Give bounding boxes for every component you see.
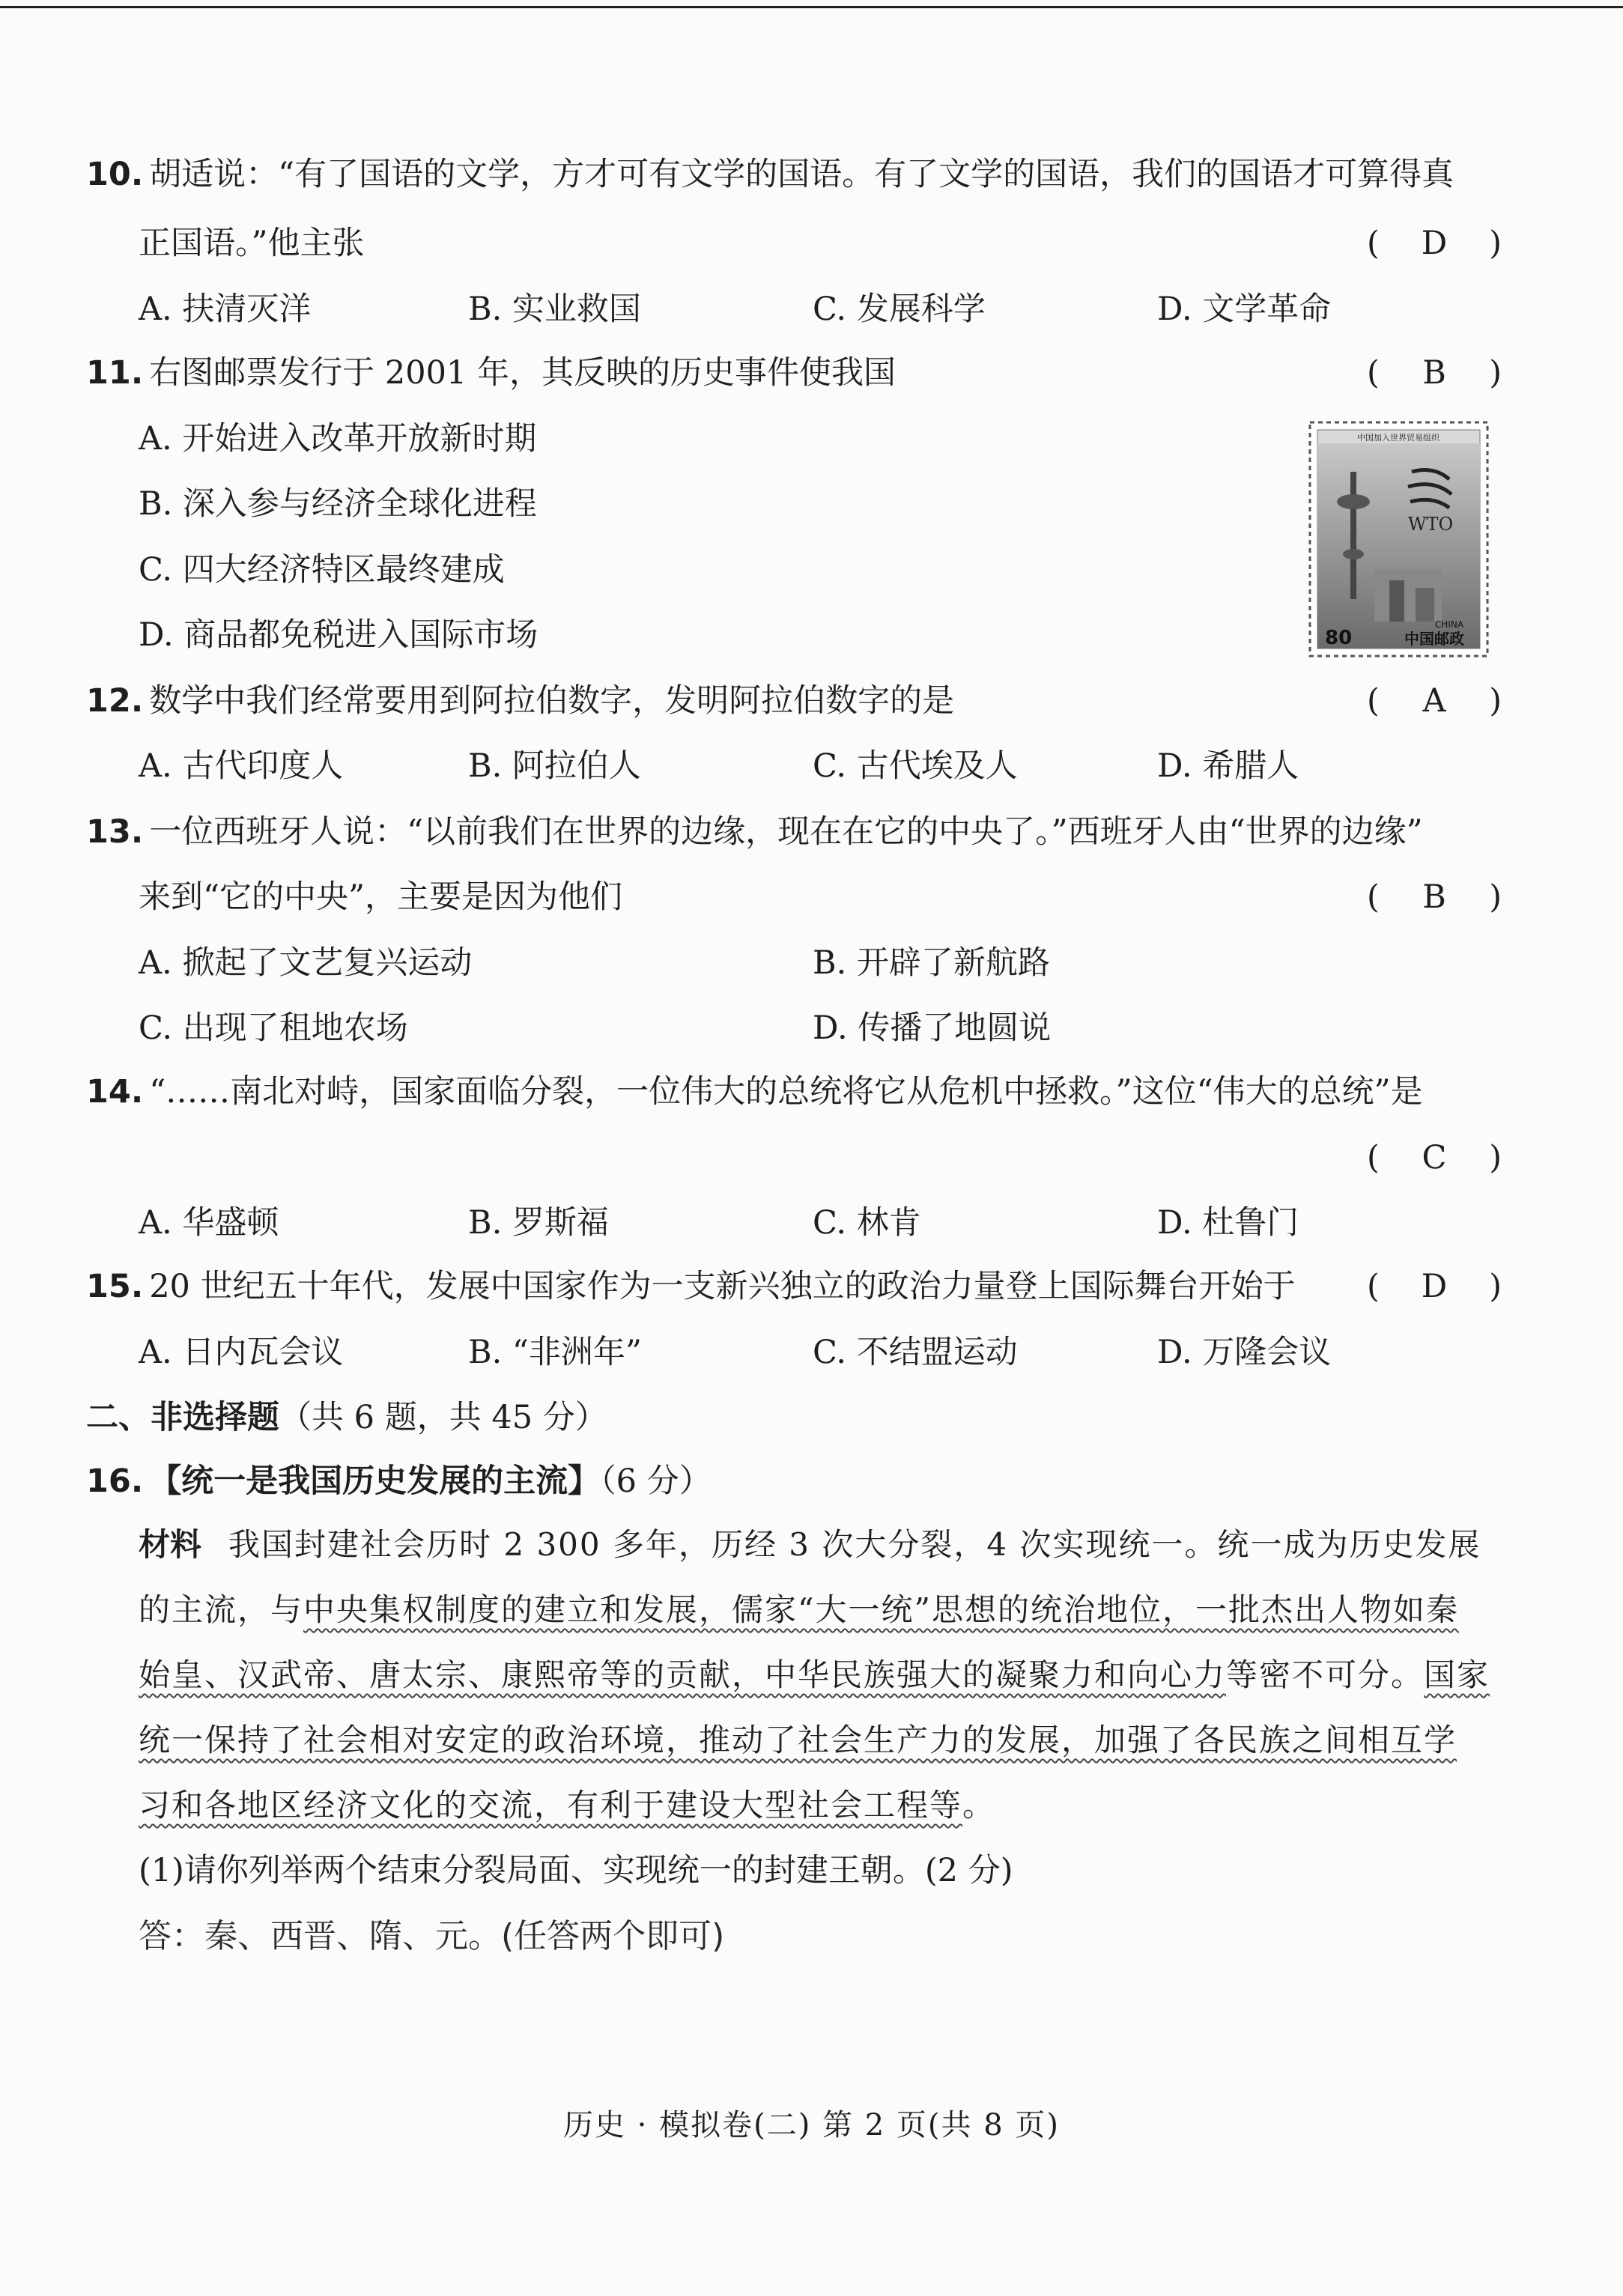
q12-option-a: A. 古代印度人 [139,747,344,785]
handwritten-underline: 中央集权制度的建立和发展，儒家“大一统”思想的统治地位，一批杰出人物如秦 [303,1591,1459,1628]
q11-number: 11. [86,354,144,392]
q12-option-d: D. 希腊人 [1157,747,1299,785]
q10-option-c: C. 发展科学 [813,291,986,328]
q13-number: 13. [86,813,144,851]
material-line4 [139,1719,1457,1761]
q14-stem: 14. “……南北对峙，国家面临分裂，一位伟大的总统将它从危机中拯救。”这位“伟大的总统”是 [86,1073,1423,1111]
wto-stamp-image [1307,419,1490,659]
q15-number: 15. [86,1268,144,1305]
material-line5: 习和各地区经济文化的交流，有利于建设大型社会工程等。 [139,1787,996,1823]
q15-option-b: B. “非洲年” [468,1334,642,1371]
q11-option-c: C. 四大经济特区最终建成 [139,551,505,589]
q10-option-d: D. 文学革命 [1157,291,1332,328]
q14-option-b: B. 罗斯福 [468,1204,609,1242]
q14-answer-bracket: ( C ) [1367,1137,1502,1179]
material-line2: 的主流，与中央集权制度的建立和发展，儒家“大一统”思想的统治地位，一批杰出人物如秦 [139,1591,1459,1628]
stamp-value: 80 [1325,627,1353,649]
q13-answer-bracket: ( B ) [1367,876,1502,918]
q11-option-a: A. 开始进入改革开放新时期 [139,420,537,458]
material-line1: 材料 我国封建社会历时 2 300 多年，历经 3 次大分裂，4 次实现统一。统一成为历史发展 [139,1526,1481,1563]
q15-answer: D [1421,1268,1448,1305]
stamp-logo-text: WTO [1407,514,1454,535]
q11-answer-bracket: ( B ) [1367,352,1502,394]
handwritten-underline: 国家 [1424,1656,1490,1693]
q14-option-d: D. 杜鲁门 [1157,1204,1299,1242]
q13-option-b: B. 开辟了新航路 [813,944,1050,982]
q16-answer-1: 答：秦、西晋、隋、元。(任答两个即可) [139,1917,725,1955]
q10-option-b: B. 实业救国 [468,291,641,328]
q11-answer: B [1422,354,1446,392]
q14-option-a: A. 华盛顿 [139,1204,279,1242]
q10-answer-bracket: ( D ) [1367,222,1502,264]
q13-option-d: D. 传播了地圆说 [813,1009,1052,1047]
material-label: 材料 [139,1526,202,1563]
q10-number: 10. [86,156,144,193]
q10-answer: D [1421,225,1448,262]
q13-stem-line1: 13. 一位西班牙人说：“以前我们在世界的边缘，现在在它的中央了。”西班牙人由“世界的边缘” [86,813,1423,851]
q12-stem: 12. 数学中我们经常要用到阿拉伯数字，发明阿拉伯数字的是 [86,682,955,720]
q14-option-c: C. 林肯 [813,1204,921,1242]
q12-option-b: B. 阿拉伯人 [468,747,641,785]
top-border-line [0,6,1623,8]
section-heading: 二、非选择题（共 6 题，共 45 分） [86,1399,607,1436]
q13-stem-line2: 来到“它的中央”，主要是因为他们 [139,878,622,916]
q10-stem-line1: 10. 胡适说：“有了国语的文学，方才可有文学的国语。有了文学的国语，我们的国语才可算得真 [86,156,1454,193]
q16-number: 16. [86,1463,144,1500]
handwritten-underline: 统一保持了社会相对安定的政治环境，推动了社会生产力的发展，加强了各民族之间相互学 [139,1722,1457,1758]
q15-option-c: C. 不结盟运动 [813,1334,1018,1371]
q16-subquestion-1: (1)请你列举两个结束分裂局面、实现统一的封建王朝。(2 分) [139,1852,1013,1889]
q11-stem: 11. 右图邮票发行于 2001 年，其反映的历史事件使我国 [86,354,896,392]
stamp-header: 中国加入世界贸易组织 [1357,433,1440,443]
handwritten-underline: 始皇、汉武帝、唐太宗、康熙帝等的贡献，中华民族强大的凝聚力和向心力 [139,1656,1227,1693]
material-line3: 始皇、汉武帝、唐太宗、康熙帝等的贡献，中华民族强大的凝聚力和向心力等密不可分。国家 [139,1656,1490,1693]
q13-answer: B [1422,878,1446,916]
q13-option-a: A. 掀起了文艺复兴运动 [139,944,473,982]
q16-title: 16. 【统一是我国历史发展的主流】（6 分） [86,1463,712,1500]
q15-stem: 15. 20 世纪五十年代，发展中国家作为一支新兴独立的政治力量登上国际舞台开始于 [86,1268,1296,1305]
q11-option-b: B. 深入参与经济全球化进程 [139,485,537,523]
q15-option-d: D. 万隆会议 [1157,1334,1332,1371]
q11-option-d: D. 商品都免税进入国际市场 [139,616,539,654]
q15-option-a: A. 日内瓦会议 [139,1334,344,1371]
stamp-country: CHINA [1434,619,1464,630]
q12-answer-bracket: ( A ) [1367,680,1502,722]
q14-number: 14. [86,1073,144,1111]
q10-stem-line2: 正国语。”他主张 [139,225,365,262]
q12-option-c: C. 古代埃及人 [813,747,1018,785]
q15-answer-bracket: ( D ) [1367,1266,1502,1308]
q13-option-c: C. 出现了租地农场 [139,1009,408,1047]
tv-tower [1350,472,1356,599]
q10-option-a: A. 扶清灭洋 [139,291,312,328]
page-footer: 历史 · 模拟卷(二) 第 2 页(共 8 页) [562,2108,1061,2142]
stamp-post: 中国邮政 [1404,630,1464,648]
handwritten-underline: 习和各地区经济文化的交流，有利于建设大型社会工程等 [139,1787,963,1823]
q12-answer: A [1422,682,1446,720]
q14-answer: C [1422,1139,1447,1176]
q12-number: 12. [86,682,144,720]
